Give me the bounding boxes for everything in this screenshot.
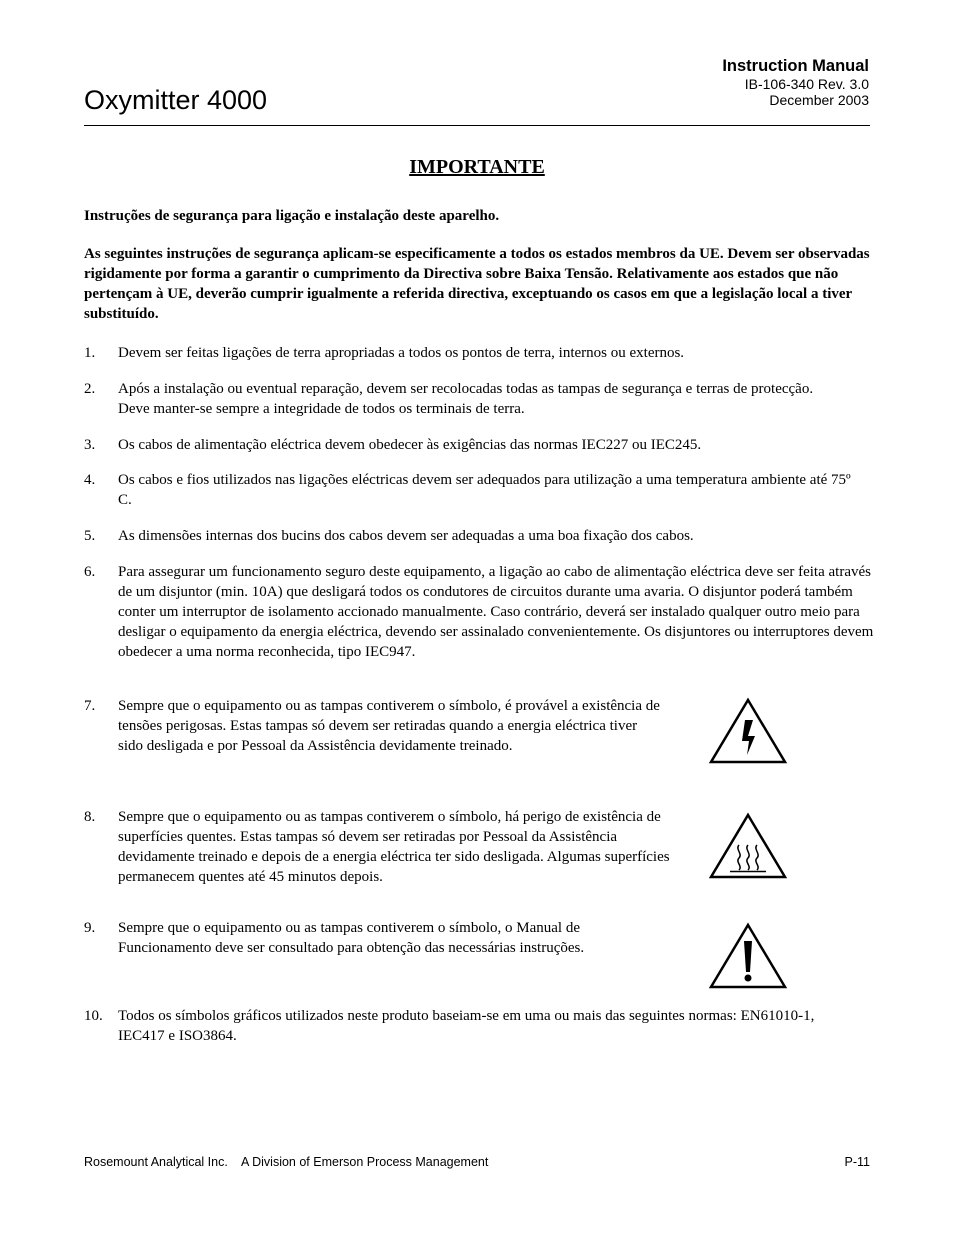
list-item-text: Os cabos e fios utilizados nas ligações eléctricas devem ser adequados para utilização a uma temperatura ambiente até 75º C.: [118, 472, 851, 508]
list-item-text: Devem ser feitas ligações de terra apropriadas a todos os pontos de terra, internos ou externos.: [118, 345, 685, 361]
list-item-text: Sempre que o equipamento ou as tampas contiverem o símbolo, há perigo de existência de superfícies quentes. Estas tampas só devem ser retiradas por Pessoal da Assistência devidamente treinado e depois de a energia eléctrica ter sido desligada. Algumas superfícies permanecem quentes até 45 minutos depois.: [118, 809, 670, 885]
list-item-text: Para assegurar um funcionamento seguro deste equipamento, a ligação ao cabo de alimentação eléctrica deve ser feita através de um disjuntor (min. 10A) que desligará todos os condutores de circuitos durante uma avaria. O disjuntor poderá também conter um interruptor de isolamento accionado manualmente. Caso contrário, deverá ser instalado qualquer outro meio para desligar o equipamento da energia eléctrica, devendo ser assinalado convenientemente. Os disjuntores ou interruptores devem obedecer a uma norma reconhecida, tipo IEC947.: [118, 564, 874, 660]
list-item: [84, 1006, 844, 1046]
list-item-number: 4.: [84, 472, 96, 488]
list-item-text: As dimensões internas dos bucins dos cabos devem ser adequadas a uma boa fixação dos cabos.: [118, 528, 694, 544]
list-item-number: 6.: [84, 564, 96, 580]
high-voltage-warning-icon: [708, 697, 788, 765]
list-item-number: 9.: [84, 920, 96, 936]
list-item: [84, 435, 874, 455]
page-number: P-11: [844, 1155, 870, 1169]
list-item: [84, 343, 874, 363]
list-item-text: Sempre que o equipamento ou as tampas contiverem o símbolo, é provável a existência de tensões perigosas. Estas tampas só devem ser retiradas quando a energia eléctrica tiver sido desligada e por Pessoal da Assistência devidamente treinado.: [118, 698, 660, 754]
list-item-text: Todos os símbolos gráficos utilizados neste produto baseiam-se em uma ou mais das seguintes normas: EN61010-1, IEC417 e ISO3864.: [118, 1008, 815, 1044]
list-item-text: Após a instalação ou eventual reparação, devem ser recolocadas todas as tampas de segurança e terras de protecção. Deve manter-se sempre a integridade de todos os terminais de terra.: [118, 381, 814, 417]
list-item: [84, 379, 844, 419]
list-item-number: 2.: [84, 381, 96, 397]
list-item-number: 3.: [84, 437, 96, 453]
list-item: [84, 696, 664, 756]
list-item-text: Sempre que o equipamento ou as tampas contiverem o símbolo, o Manual de Funcionamento deve ser consultado para obtenção das necessárias instruções.: [118, 920, 585, 956]
list-item: [84, 807, 688, 887]
list-item-text: Os cabos de alimentação eléctrica devem obedecer às exigências das normas IEC227 ou IEC245.: [118, 437, 702, 453]
list-item-number: 5.: [84, 528, 96, 544]
manual-title: Instruction Manual: [722, 57, 869, 75]
list-item-number: 10.: [84, 1008, 103, 1024]
page-title-text: IMPORTANTE: [409, 156, 545, 178]
list-item: [84, 918, 659, 958]
footer-division: A Division of Emerson Process Management: [241, 1155, 489, 1169]
attention-warning-icon: [708, 922, 788, 990]
header-block: [722, 57, 869, 108]
intro-line: Instruções de segurança para ligação e instalação deste aparelho.: [84, 208, 500, 224]
list-item: [84, 562, 874, 662]
footer-company: Rosemount Analytical Inc.: [84, 1155, 228, 1169]
page-title: [0, 155, 954, 179]
doc-date: December 2003: [769, 92, 869, 108]
list-item-number: 1.: [84, 345, 96, 361]
list-item-number: 8.: [84, 809, 96, 825]
hot-surface-warning-icon: [708, 812, 788, 880]
header-divider: [84, 125, 870, 126]
intro-paragraph: As seguintes instruções de segurança aplicam-se especificamente a todos os estados membros da UE. Devem ser observadas rigidamente por forma a garantir o cumprimento da Directiva sobre Baixa Tensão. Relativamente aos estados que não pertençam à UE, deverão cumprir igualmente a referida directiva, exceptuando os casos em que a legislação local a tiver substituído.: [84, 246, 870, 322]
list-item: [84, 526, 874, 546]
doc-number: IB-106-340 Rev. 3.0: [744, 76, 869, 92]
list-item: [84, 470, 854, 510]
product-title: Oxymitter 4000: [84, 85, 268, 115]
list-item-number: 7.: [84, 698, 96, 714]
